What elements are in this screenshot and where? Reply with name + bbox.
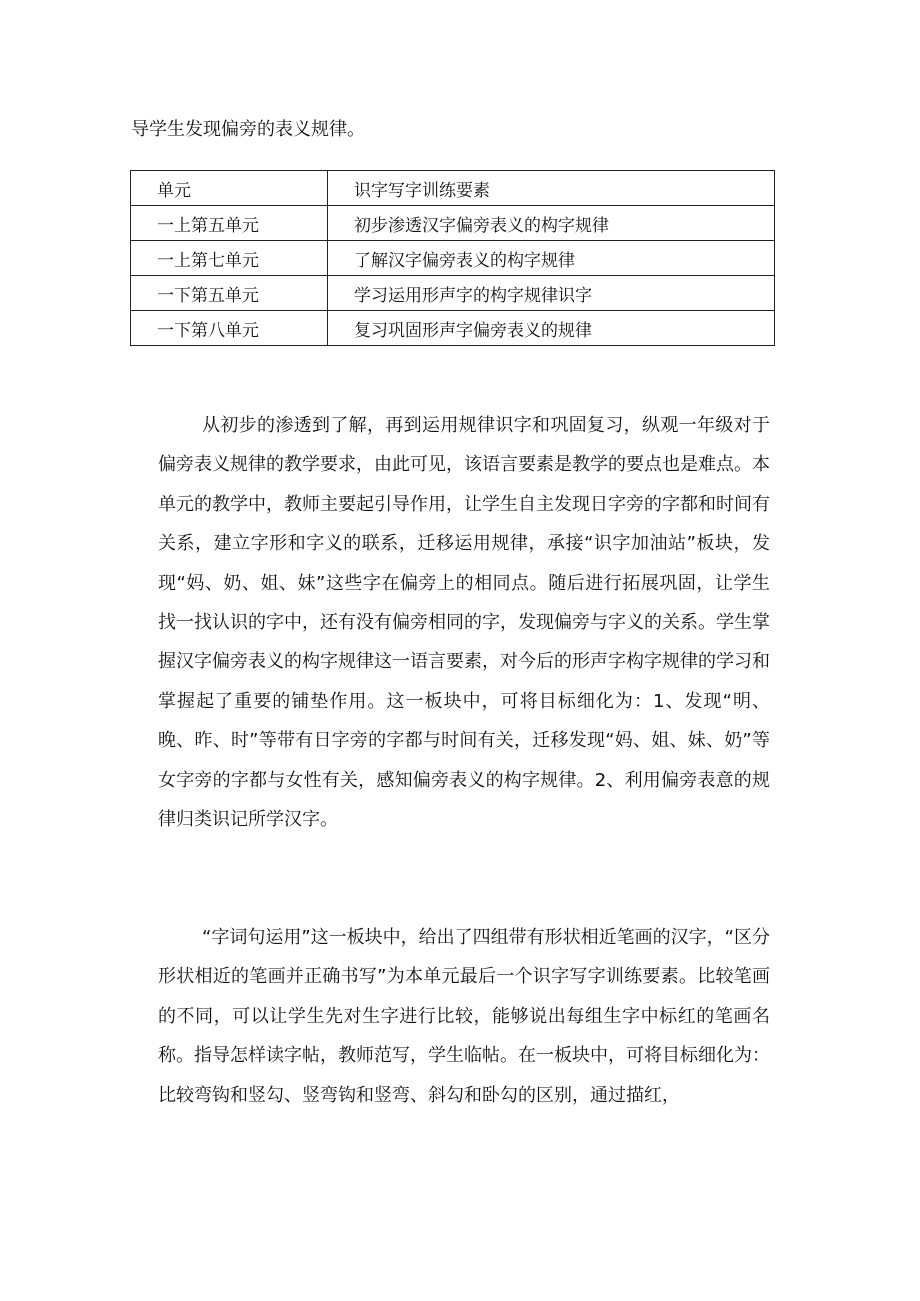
table-header-cell: 识字写字训练要素 — [328, 171, 775, 206]
table-cell-unit: 一下第五单元 — [131, 276, 328, 311]
table-cell-unit: 一上第七单元 — [131, 241, 328, 276]
table-header-row — [131, 171, 775, 206]
unit-elements-table — [130, 170, 775, 346]
body-paragraph: 从初步的渗透到了解，再到运用规律识字和巩固复习，纵观一年级对于偏旁表义规律的教学要求，由此可见，该语言要素是教学的要点也是难点。本单元的教学中，教师主要起引导作用，让学生自主发现日字旁的字都和时间有关系，建立字形和字义的联系，迁移运用规律，承接“识字加油站”板块，发现“妈、奶、姐、妹”这些字在偏旁上的相同点。随后进行拓展巩固，让学生找一找认识的字中，还有没有偏旁相同的字，发现偏旁与字义的关系。学生掌握汉字偏旁表义的构字规律这一语言要素，对今后的形声字构字规律的学习和掌握起了重要的铺垫作用。这一板块中，可将目标细化为：1、发现“明、晚、昨、时”等带有日字旁的字都与时间有关，迁移发现“妈、姐、妹、奶”等女字旁的字都与女性有关，感知偏旁表义的构字规律。2、利用偏旁表意的规律归类识记所学汉字。 — [158, 415, 770, 831]
lead-text: 导学生发现偏旁的表义规律。 — [131, 119, 365, 140]
table-row — [131, 206, 775, 241]
table-row — [131, 276, 775, 311]
table-cell-unit: 一下第八单元 — [131, 311, 328, 346]
table-cell-unit: 一上第五单元 — [131, 206, 328, 241]
body-paragraph: “字词句运用”这一板块中，给出了四组带有形状相近笔画的汉字，“区分形状相近的笔画并正确书写”为本单元最后一个识字写字训练要素。比较笔画的不同，可以让学生先对生字进行比较，能够说出每组生字中标红的笔画名称。指导怎样读字帖，教师范写，学生临帖。在一板块中，可将目标细化为：比较弯钩和竖勾、竖弯钩和竖弯、斜勾和卧勾的区别，通过描红， — [158, 927, 770, 1106]
table-cell-element: 复习巩固形声字偏旁表义的规律 — [328, 311, 775, 346]
table-cell-element: 学习运用形声字的构字规律识字 — [328, 276, 775, 311]
table-cell-element: 初步渗透汉字偏旁表义的构字规律 — [328, 206, 775, 241]
table-cell-element: 了解汉字偏旁表义的构字规律 — [328, 241, 775, 276]
table-header-cell: 单元 — [131, 171, 328, 206]
table-row — [131, 241, 775, 276]
table-row — [131, 311, 775, 346]
